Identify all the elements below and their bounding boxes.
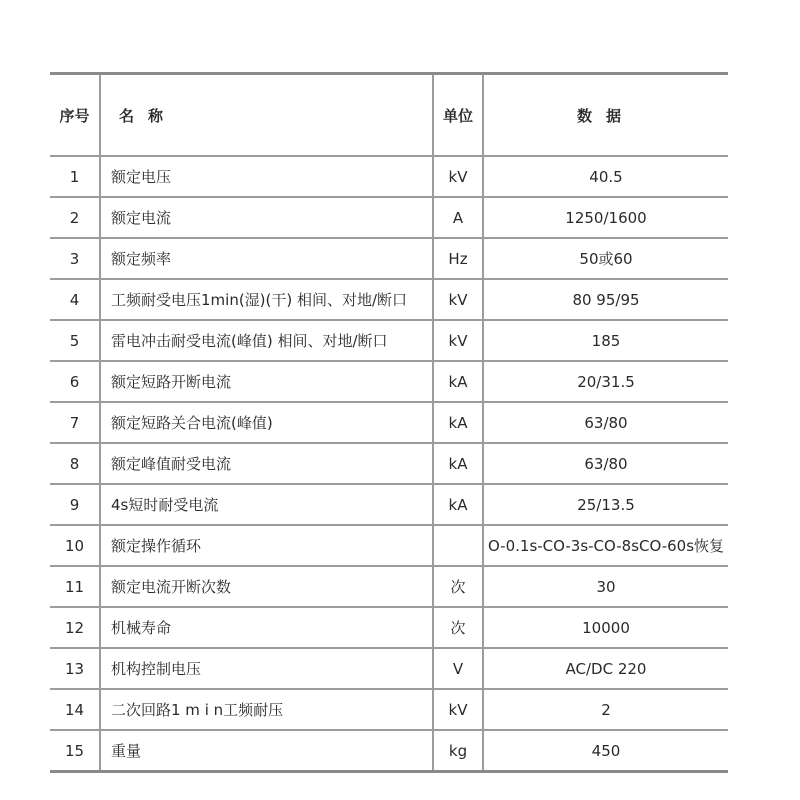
row-unit: [433, 525, 483, 566]
row-name: 二次回路1 m i n工频耐压: [100, 689, 433, 730]
row-index: 7: [50, 402, 100, 443]
row-value: 185: [483, 320, 728, 361]
row-name: 额定峰值耐受电流: [100, 443, 433, 484]
table-row: [50, 279, 728, 320]
row-value: 25/13.5: [483, 484, 728, 525]
row-value: 10000: [483, 607, 728, 648]
row-unit: A: [433, 197, 483, 238]
row-index: 5: [50, 320, 100, 361]
row-name: 机械寿命: [100, 607, 433, 648]
row-value: 80 95/95: [483, 279, 728, 320]
table-row: [50, 238, 728, 279]
row-unit: kA: [433, 443, 483, 484]
row-unit: kA: [433, 361, 483, 402]
row-name: 额定频率: [100, 238, 433, 279]
row-unit: kg: [433, 730, 483, 771]
row-unit: kV: [433, 279, 483, 320]
row-value: 450: [483, 730, 728, 771]
row-name: 重量: [100, 730, 433, 771]
spec-table-grid: [50, 75, 728, 772]
table-row: [50, 648, 728, 689]
row-index: 13: [50, 648, 100, 689]
row-index: 8: [50, 443, 100, 484]
header-name: 名称: [100, 75, 433, 156]
row-unit: kA: [433, 402, 483, 443]
row-name: 机构控制电压: [100, 648, 433, 689]
table-row: [50, 566, 728, 607]
table-row: [50, 361, 728, 402]
table-row: [50, 443, 728, 484]
row-name: 额定短路开断电流: [100, 361, 433, 402]
row-index: 4: [50, 279, 100, 320]
row-value: 20/31.5: [483, 361, 728, 402]
table-header-row: [50, 75, 728, 156]
row-name: 额定短路关合电流(峰值): [100, 402, 433, 443]
table-row: [50, 320, 728, 361]
table-row: [50, 197, 728, 238]
table-bottom-rule: [50, 770, 728, 773]
table-row: [50, 689, 728, 730]
table-row: [50, 607, 728, 648]
row-name: 雷电冲击耐受电流(峰值) 相间、对地/断口: [100, 320, 433, 361]
row-unit: 次: [433, 607, 483, 648]
row-index: 9: [50, 484, 100, 525]
row-value: 1250/1600: [483, 197, 728, 238]
row-value: 63/80: [483, 402, 728, 443]
header-index: 序号: [50, 75, 100, 156]
table-row: [50, 402, 728, 443]
table-row: [50, 730, 728, 771]
header-unit: 单位: [433, 75, 483, 156]
row-index: 3: [50, 238, 100, 279]
row-unit: V: [433, 648, 483, 689]
row-name: 4s短时耐受电流: [100, 484, 433, 525]
spec-table: [50, 72, 728, 773]
row-unit: kV: [433, 689, 483, 730]
row-unit: kA: [433, 484, 483, 525]
row-unit: 次: [433, 566, 483, 607]
table-row: [50, 525, 728, 566]
row-name: 额定电流: [100, 197, 433, 238]
row-value: 40.5: [483, 156, 728, 197]
row-index: 12: [50, 607, 100, 648]
table-row: [50, 156, 728, 197]
row-value: 50或60: [483, 238, 728, 279]
row-unit: kV: [433, 320, 483, 361]
header-value: 数据: [483, 75, 728, 156]
table-row: [50, 484, 728, 525]
row-value: O-0.1s-CO-3s-CO-8sCO-60s恢复: [483, 525, 728, 566]
row-index: 6: [50, 361, 100, 402]
row-value: AC/DC 220: [483, 648, 728, 689]
row-unit: Hz: [433, 238, 483, 279]
row-name: 额定操作循环: [100, 525, 433, 566]
row-value: 2: [483, 689, 728, 730]
row-index: 1: [50, 156, 100, 197]
row-value: 63/80: [483, 443, 728, 484]
row-unit: kV: [433, 156, 483, 197]
row-index: 14: [50, 689, 100, 730]
row-name: 工频耐受电压1min(湿)(干) 相间、对地/断口: [100, 279, 433, 320]
row-index: 2: [50, 197, 100, 238]
row-name: 额定电压: [100, 156, 433, 197]
row-value: 30: [483, 566, 728, 607]
row-index: 15: [50, 730, 100, 771]
row-name: 额定电流开断次数: [100, 566, 433, 607]
row-index: 10: [50, 525, 100, 566]
row-index: 11: [50, 566, 100, 607]
